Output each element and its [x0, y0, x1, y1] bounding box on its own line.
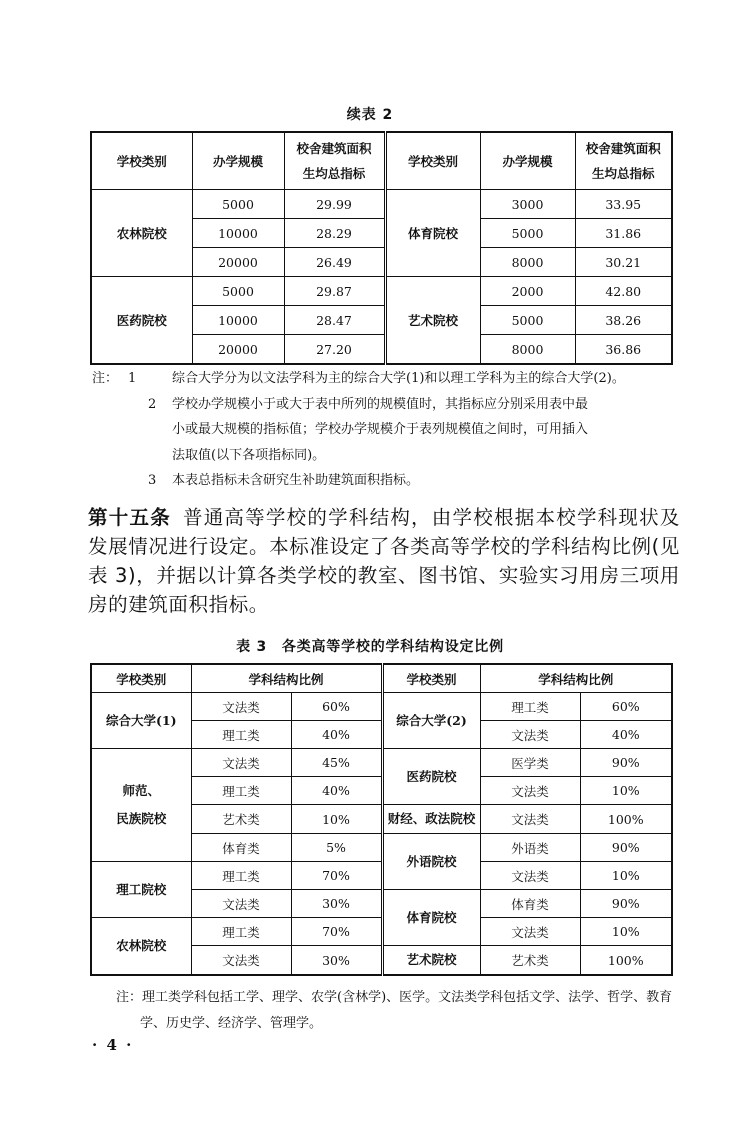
table3-subject-right: 文法类 — [480, 862, 580, 890]
table3-school-type-right: 体育院校 — [382, 890, 480, 946]
table2-area-value-right: 31.86 — [575, 219, 672, 248]
header-school-type: 学校类别 — [91, 664, 191, 693]
table2-scale-right: 8000 — [480, 335, 575, 365]
table2-area-value: 29.99 — [284, 190, 385, 219]
table2-scale-right: 2000 — [480, 277, 575, 306]
table3-ratio: 70% — [291, 862, 382, 890]
table3-ratio-right: 90% — [580, 890, 672, 918]
table3-subject: 文法类 — [191, 890, 291, 918]
table3-row — [91, 862, 672, 890]
table3-school-type: 理工院校 — [91, 862, 191, 918]
table2-school-type-right: 艺术院校 — [385, 277, 480, 365]
table3-subject-right: 理工类 — [480, 693, 580, 721]
table2-row — [91, 190, 672, 219]
table3-subject-right: 外语类 — [480, 834, 580, 862]
table3-ratio-right: 10% — [580, 918, 672, 946]
table3-ratio-right: 10% — [580, 777, 672, 805]
table3-ratio: 70% — [291, 918, 382, 946]
table3-subject: 理工类 — [191, 777, 291, 805]
table2 — [90, 131, 673, 365]
table2-caption: 续表 2 — [346, 107, 394, 123]
table3-caption: 表 3 各类高等学校的学科结构设定比例 — [236, 639, 504, 655]
table3-subject: 理工类 — [191, 721, 291, 749]
table3-school-type: 农林院校 — [91, 918, 191, 976]
table2-scale: 5000 — [192, 277, 284, 306]
table2-area-value-right: 38.26 — [575, 306, 672, 335]
table2-area-value-right: 30.21 — [575, 248, 672, 277]
table2-area-value: 28.47 — [284, 306, 385, 335]
table2-area-value: 28.29 — [284, 219, 385, 248]
header-school-type-right: 学校类别 — [385, 132, 480, 190]
table3-ratio-right: 90% — [580, 834, 672, 862]
table2-header-row — [91, 132, 672, 190]
table2-area-value: 27.20 — [284, 335, 385, 365]
note-number: 3 — [148, 473, 157, 488]
table2-area-value-right: 33.95 — [575, 190, 672, 219]
table2-school-type-right: 体育院校 — [385, 190, 480, 277]
table3-row — [91, 918, 672, 946]
table3-subject-right: 文法类 — [480, 805, 580, 834]
note-number: 1 — [128, 371, 137, 386]
note-number: 2 — [148, 396, 157, 412]
article-text: 普通高等学校的学科结构，由学校根据本校学科现状及发展情况进行设定。本标准设定了各类高等学校的学科结构比例(见表 3)，并据以计算各类学校的教室、图书馆、实验实习用房三项用房的建筑面积指标。 — [88, 506, 680, 616]
header-scale-right: 办学规模 — [480, 132, 575, 190]
table3-ratio-right: 10% — [580, 862, 672, 890]
table2-scale-right: 5000 — [480, 306, 575, 335]
table2-scale: 10000 — [192, 306, 284, 335]
table3-subject-right: 医学类 — [480, 749, 580, 777]
table3-school-type: 师范、 民族院校 — [91, 749, 191, 862]
table3-ratio: 45% — [291, 749, 382, 777]
table2-area-value-right: 36.86 — [575, 335, 672, 365]
table3 — [90, 663, 673, 976]
notes-prefix: 注： — [92, 371, 119, 386]
table3-ratio-right: 40% — [580, 721, 672, 749]
header-ratio: 学科结构比例 — [191, 664, 382, 693]
table2-area-value: 26.49 — [284, 248, 385, 277]
table3-subject-right: 体育类 — [480, 890, 580, 918]
table2-school-type: 农林院校 — [91, 190, 192, 277]
table3-subject: 艺术类 — [191, 805, 291, 834]
table3-ratio: 30% — [291, 946, 382, 976]
table3-ratio-right: 90% — [580, 749, 672, 777]
table2-area-value: 29.87 — [284, 277, 385, 306]
table3-subject-right: 文法类 — [480, 918, 580, 946]
table3-subject: 文法类 — [191, 946, 291, 976]
table2-row — [91, 277, 672, 306]
table3-school-type-right: 财经、政法院校 — [382, 805, 480, 834]
table2-scale: 10000 — [192, 219, 284, 248]
table2-school-type: 医药院校 — [91, 277, 192, 365]
table3-school-type-right: 综合大学(2) — [382, 693, 480, 749]
page-number: · 4 · — [92, 1036, 134, 1054]
table2-area-value-right: 42.80 — [575, 277, 672, 306]
table3-subject: 理工类 — [191, 918, 291, 946]
header-school-type-right: 学校类别 — [382, 664, 480, 693]
table3-school-type-right: 外语院校 — [382, 834, 480, 890]
header-area-index: 校舍建筑面积 生均总指标 — [284, 132, 385, 190]
header-area-index-right: 校舍建筑面积 生均总指标 — [575, 132, 672, 190]
note-line: 法取值(以下各项指标同)。 — [172, 447, 326, 463]
table2-scale: 20000 — [192, 248, 284, 277]
table3-ratio: 10% — [291, 805, 382, 834]
note-line: 小或最大规模的指标值；学校办学规模介于表列规模值之间时，可用插入 — [172, 422, 589, 437]
table3-header-row — [91, 664, 672, 693]
table3-row — [91, 693, 672, 721]
note-line: 本表总指标未含研究生补助建筑面积指标。 — [172, 473, 420, 488]
note-line: 学校办学规模小于或大于表中所列的规模值时，其指标应分别采用表中最 — [172, 396, 589, 412]
table3-ratio-right: 100% — [580, 946, 672, 976]
article-number: 第十五条 — [88, 506, 171, 529]
note-line: 综合大学分为以文法学科为主的综合大学(1)和以理工学科为主的综合大学(2)。 — [172, 371, 625, 386]
table3-subject: 理工类 — [191, 862, 291, 890]
table2-scale: 5000 — [192, 190, 284, 219]
table3-subject-right: 文法类 — [480, 777, 580, 805]
header-school-type: 学校类别 — [91, 132, 192, 190]
table3-ratio: 40% — [291, 721, 382, 749]
table3-ratio: 30% — [291, 890, 382, 918]
table2-scale-right: 3000 — [480, 190, 575, 219]
table3-subject-right: 文法类 — [480, 721, 580, 749]
table3-school-type: 综合大学(1) — [91, 693, 191, 749]
table3-school-type-right: 医药院校 — [382, 749, 480, 805]
table2-scale: 20000 — [192, 335, 284, 365]
table3-subject: 文法类 — [191, 749, 291, 777]
article-15-paragraph — [88, 503, 680, 619]
table3-ratio-right: 60% — [580, 693, 672, 721]
table3-school-type-right: 艺术院校 — [382, 946, 480, 976]
table3-ratio-right: 100% — [580, 805, 672, 834]
table3-ratio: 40% — [291, 777, 382, 805]
table3-ratio: 5% — [291, 834, 382, 862]
table3-subject: 文法类 — [191, 693, 291, 721]
table3-note: 注：理工类学科包括工学、理学、农学(含林学)、医学。文法类学科包括文学、法学、哲学、教育学、历史学、经济学、管理学。 — [116, 990, 673, 1031]
table2-scale-right: 5000 — [480, 219, 575, 248]
table3-ratio: 60% — [291, 693, 382, 721]
table3-subject: 体育类 — [191, 834, 291, 862]
table3-subject-right: 艺术类 — [480, 946, 580, 976]
table2-scale-right: 8000 — [480, 248, 575, 277]
header-scale: 办学规模 — [192, 132, 284, 190]
header-ratio-right: 学科结构比例 — [480, 664, 672, 693]
table3-row — [91, 749, 672, 777]
